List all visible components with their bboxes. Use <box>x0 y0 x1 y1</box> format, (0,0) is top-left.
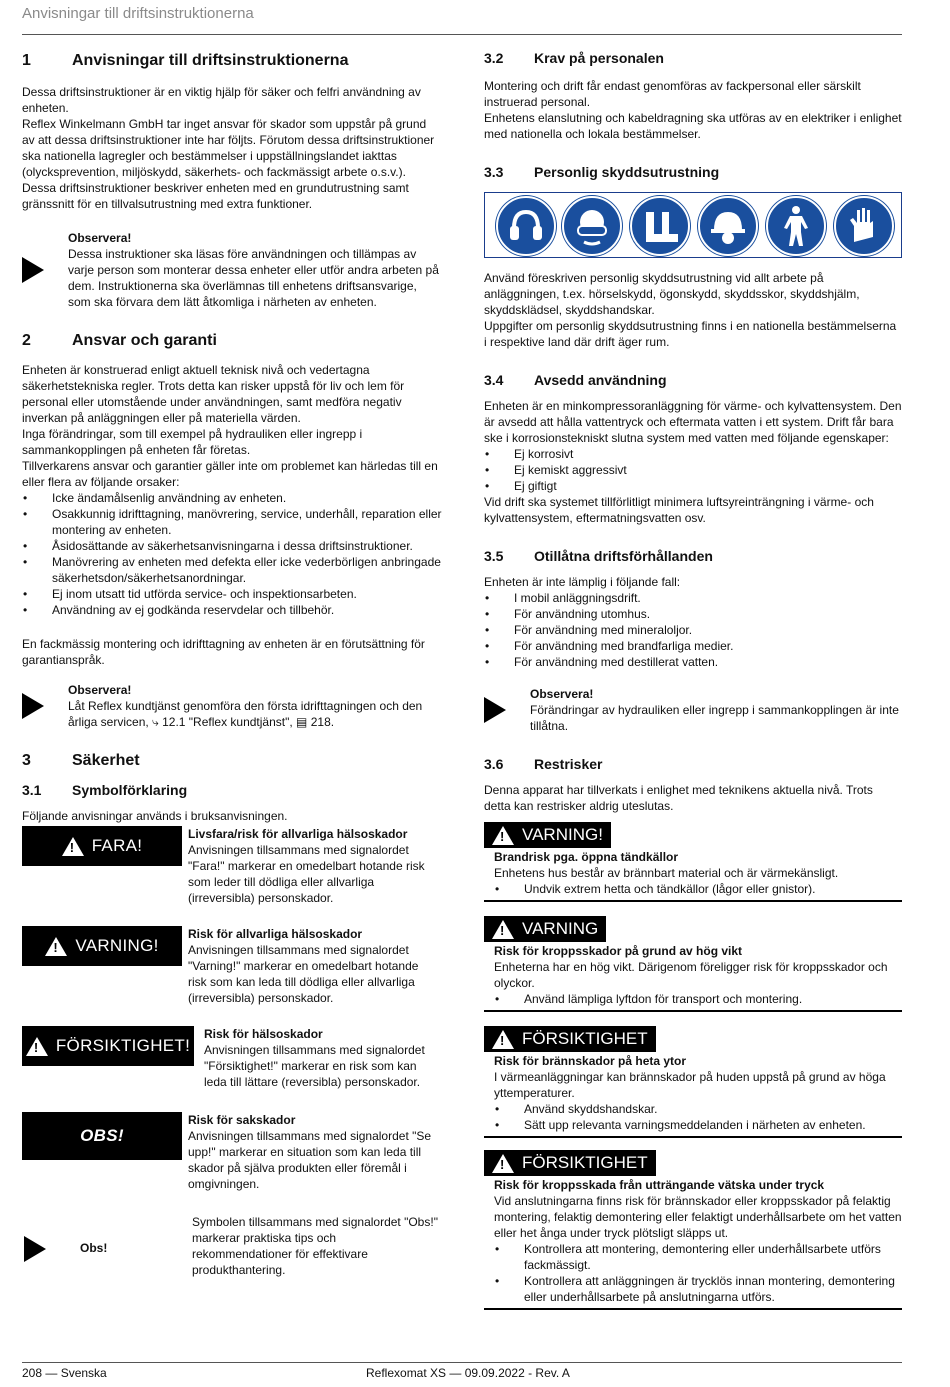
list-item: • Ej korrosivt <box>484 446 902 462</box>
paragraph: Följande anvisningar används i bruksanvisningen. <box>22 809 288 823</box>
paragraph: Dessa driftsinstruktioner är en viktig hjälp för säker och felfri användning av enheten. <box>22 85 421 115</box>
warning-triangle-icon <box>45 937 67 956</box>
risk-box-fire <box>484 822 902 902</box>
section-3-6-heading: 3.6 Restrisker <box>484 756 603 772</box>
risk-text: Vid anslutningarna finns risk för brännskador eller kroppsskador på felaktig montering, felaktig demontering eller felaktigt underhållsarbete om het vatten eller het ånga under tryck plötsligt släpps ut. <box>494 1193 902 1240</box>
list-item: • Användning av ej godkända reservdelar och tillbehör. <box>22 602 442 618</box>
paragraph: Enheten är konstruerad enligt aktuell teknisk nivå och vedertagna säkerhetstekniska regler. Trots detta kan risker uppstå för liv och lem för personal eller utomstående under användningen, samt medföra negativ inverkan på anläggningen eller på materiella värden. <box>22 363 405 425</box>
paragraph: Vid drift ska systemet tillförlitligt minimera luftsyreinträngning i värme- och kylvattensystem, eftermatningsvatten osv. <box>484 495 874 525</box>
risk-text: I värmeanläggningar kan brännskador på huden uppstå på grund av höga yttemperaturer. <box>494 1069 886 1100</box>
symbol-title: Risk för hälsoskador <box>204 1027 323 1041</box>
risk-box-pressure <box>484 1150 902 1310</box>
note-box <box>22 682 442 730</box>
warning-triangle-icon <box>62 837 84 856</box>
risk-box-weight <box>484 916 902 1012</box>
warning-signal-label: ! VARNING! <box>484 822 611 848</box>
list-item: • För användning utomhus. <box>484 606 902 622</box>
note-title: Observera! <box>68 231 132 245</box>
note-title: Observera! <box>68 683 132 697</box>
list-item: • Ej giftigt <box>484 478 902 494</box>
list-item: • För användning med brandfarliga medier. <box>484 638 902 654</box>
warning-signal-label: ! VARNING! <box>22 926 182 966</box>
paragraph: Enhetens elanslutning och kabeldragning ska utföras av en elektriker i enlighet med nationella och lokala bestämmelser. <box>484 111 902 141</box>
list-item: • Kontrollera att anläggningen är trycklös innan montering, demontering eller underhållsarbete på anslutningarna utförs. <box>494 1273 902 1305</box>
paragraph: Dessa driftsinstruktioner beskriver enheten med en grundutrustning samt gränssnitt för en tillvalsutrustning med extra funktioner. <box>22 181 409 211</box>
section-3-2-heading: 3.2 Krav på personalen <box>484 50 664 66</box>
paragraph: Enheten är inte lämplig i följande fall: <box>484 575 681 589</box>
note-arrow-icon <box>24 1236 46 1262</box>
symbol-text: Anvisningen tillsammans med signalordet "Se upp!" markerar en situation som kan leda till skador på själva produkten eller föremål i omgivningen. <box>188 1129 432 1191</box>
running-header: Anvisningar till driftsinstruktionerna <box>22 5 254 22</box>
note-text: Dessa instruktioner ska läsas före användningen och tillämpas av varje person som monterar dessa enheter eller utför andra arbeten på dem. Instruktionerna ska överlämnas till enhetens driftsansvarige, som ska förvara dem lätt åtkomliga i närheten av enheten. <box>68 247 439 309</box>
section-3-3-heading: 3.3 Personlig skyddsutrustning <box>484 164 720 180</box>
warning-triangle-icon <box>492 1154 514 1173</box>
warning-triangle-icon <box>26 1037 48 1056</box>
risk-title: Risk för brännskador på heta ytor <box>494 1053 687 1068</box>
notice-signal-label: OBS! <box>22 1112 182 1160</box>
note-box <box>484 686 902 734</box>
symbol-text: Anvisningen tillsammans med signalordet "Varning!" markerar en omedelbart hotande risk som kan leda till dödliga eller allvarliga (irreversibla) personskador. <box>188 943 419 1005</box>
paragraph: Använd föreskriven personlig skyddsutrustning vid allt arbete på anläggningen, t.ex. hörselskydd, ögonskydd, skyddsskor, skyddshjälm, skyddsklädsel, skyddshandskar. <box>484 271 860 317</box>
bullet-list <box>484 590 902 670</box>
right-column <box>484 46 902 1342</box>
symbol-title: Risk för sakskador <box>188 1113 296 1127</box>
cross-reference-icon: ⤷ <box>152 715 163 729</box>
section-3-4-heading: 3.4 Avsedd användning <box>484 372 667 388</box>
note-arrow-icon <box>22 230 68 310</box>
protective-clothing-icon <box>766 196 826 256</box>
symbol-text: Anvisningen tillsammans med signalordet "Försiktighet!" markerar en risk som kan leda till lättare (reversibla) personskador. <box>204 1043 425 1089</box>
safety-helmet-icon <box>698 196 758 256</box>
paragraph: Reflex Winkelmann GmbH tar inget ansvar för skador som uppstår på grund av att dessa driftsinstruktioner inte har följts. Förutom dessa driftsinstruktioner ska nationella lagregler och bestämmelser i uppställningslandet iakttas (olycksprevention, miljöskydd, säkerhets- och fackmässigt arbete o.s.v.). <box>22 117 435 179</box>
risk-text: Enheterna har en hög vikt. Därigenom föreligger risk för kroppsskador och olyckor. <box>494 959 888 990</box>
paragraph: Tillverkarens ansvar och garantier gäller inte om problemet kan härledas till en eller flera av följande orsaker: <box>22 459 438 489</box>
section-3-5-heading: 3.5 Otillåtna driftsförhållanden <box>484 548 713 564</box>
symbol-legend <box>22 824 442 1294</box>
risk-title: Risk för kroppsskada från utträngande vätska under tryck <box>494 1177 825 1192</box>
caution-signal-label: ! FÖRSIKTIGHET! <box>22 1026 194 1066</box>
warning-signal-label: ! VARNING <box>484 916 606 942</box>
section-1-heading: 1 Anvisningar till driftsinstruktionerna <box>22 52 349 69</box>
note-arrow-icon <box>484 686 530 734</box>
paragraph: En fackmässig montering och idrifttagning av enheten är en förutsättning för garantianspråk. <box>22 637 425 667</box>
list-item: • För användning med mineraloljor. <box>484 622 902 638</box>
warning-triangle-icon <box>492 826 514 845</box>
safety-boots-icon <box>630 196 690 256</box>
risk-title: Brandrisk pga. öppna tändkällor <box>494 849 679 864</box>
footer-language: Svenska <box>60 1366 107 1380</box>
header-rule <box>22 34 902 35</box>
obs-label: Obs! <box>80 1241 108 1255</box>
section-2-heading: 2 Ansvar och garanti <box>22 332 217 349</box>
note-text: Förändringar av hydrauliken eller ingrepp i sammankopplingen är inte tillåtna. <box>530 703 899 733</box>
section-1-body <box>22 84 442 212</box>
ear-protection-icon <box>496 196 556 256</box>
section-2-body <box>22 362 442 668</box>
list-item: • Icke ändamålsenlig användning av enheten. <box>22 490 442 506</box>
gloves-icon <box>834 196 894 256</box>
footer-document-info: Reflexomat XS — 09.09.2022 - Rev. A <box>366 1366 570 1380</box>
list-item: • Undvik extrem hetta och tändkällor (lågor eller gnistor). <box>494 881 902 897</box>
list-item: • För användning med destillerat vatten. <box>484 654 902 670</box>
symbol-title: Livsfara/risk för allvarliga hälsoskador <box>188 827 408 841</box>
list-item: • Ej inom utsatt tid utförda service- och inspektionsarbeten. <box>22 586 442 602</box>
paragraph: Inga förändringar, som till exempel på hydrauliken eller ingrepp i sammankopplingen på enheten får företas. <box>22 427 363 457</box>
note-title: Observera! <box>530 687 594 701</box>
list-item: • Sätt upp relevanta varningsmeddelanden i närheten av enheten. <box>494 1117 902 1133</box>
note-text: Låt Reflex kundtjänst genomföra den första idrifttagningen och den årliga servicen, ⤷ 12.1 "Reflex kundtjänst", ▤ 218. <box>68 699 423 729</box>
risk-title: Risk för kroppsskador på grund av hög vikt <box>494 943 743 958</box>
section-3-heading: 3 Säkerhet <box>22 752 140 769</box>
list-item: • Använd skyddshandskar. <box>494 1101 902 1117</box>
list-item: • Ej kemiskt aggressivt <box>484 462 902 478</box>
left-column <box>22 46 442 1294</box>
footer-page <box>22 1365 107 1381</box>
list-item: • Osakkunnig idrifttagning, manövrering, service, underhåll, reparation eller montering av enheten. <box>22 506 442 538</box>
footer-rule <box>22 1362 902 1363</box>
caution-signal-label: ! FÖRSIKTIGHET <box>484 1150 656 1176</box>
danger-signal-label: ! FARA! <box>22 826 182 866</box>
page-number: 208 — <box>22 1366 61 1380</box>
paragraph: Enheten är en minkompressoranläggning för värme- och kylvattensystem. Den är avsedd att hålla vattentryck och eftermata vatten i ett system. Drift får bara ske i korrosionstekniskt slutna system med vatten med följande egenskaper: <box>484 399 902 445</box>
goggles-icon <box>562 196 622 256</box>
paragraph: Montering och drift får endast genomföras av fackpersonal eller särskilt instruerad personal. <box>484 79 861 109</box>
risk-box-burns <box>484 1026 902 1138</box>
note-box <box>22 230 442 310</box>
section-3-1-heading: 3.1 Symbolförklaring <box>22 782 188 798</box>
warning-triangle-icon <box>492 1030 514 1049</box>
symbol-text: Anvisningen tillsammans med signalordet "Fara!" markerar en omedelbart hotande risk som leder till dödliga eller allvarliga (irreversibla) personskador. <box>188 843 425 905</box>
caution-signal-label: ! FÖRSIKTIGHET <box>484 1026 656 1052</box>
bullet-list <box>22 490 442 618</box>
list-item: • Kontrollera att montering, demontering eller underhållsarbete utförs fackmässigt. <box>494 1241 902 1273</box>
ppe-icon-strip <box>484 192 902 258</box>
note-arrow-icon <box>22 682 68 730</box>
paragraph: Uppgifter om personlig skyddsutrustning finns i en nationella bestämmelserna i respektive land där drift äger rum. <box>484 319 897 349</box>
list-item: • Manövrering av enheten med defekta eller icke vederbörligen anbringade säkerhetsdon/säkerhetsanordningar. <box>22 554 442 586</box>
symbol-text: Symbolen tillsammans med signalordet "Obs!" markerar praktiska tips och rekommendationer för effektivare produkthantering. <box>192 1215 438 1277</box>
cross-reference-link[interactable]: 12.1 "Reflex kundtjänst", <box>162 715 297 729</box>
residual-risk-list <box>484 822 902 1342</box>
list-item: • I mobil anläggningsdrift. <box>484 590 902 606</box>
list-item: • Använd lämpliga lyftdon för transport och montering. <box>494 991 902 1007</box>
paragraph: Denna apparat har tillverkats i enlighet med teknikens aktuella nivå. Trots detta kan restrisker aldrig uteslutas. <box>484 783 873 813</box>
symbol-title: Risk för allvarliga hälsoskador <box>188 927 363 941</box>
warning-triangle-icon <box>492 920 514 939</box>
risk-text: Enhetens hus består av brännbart material och är värmekänsligt. <box>494 865 839 880</box>
bullet-list <box>484 446 902 494</box>
page-icon: ▤ <box>296 715 311 729</box>
list-item: • Åsidosättande av säkerhetsanvisningarna i dessa driftsinstruktioner. <box>22 538 442 554</box>
